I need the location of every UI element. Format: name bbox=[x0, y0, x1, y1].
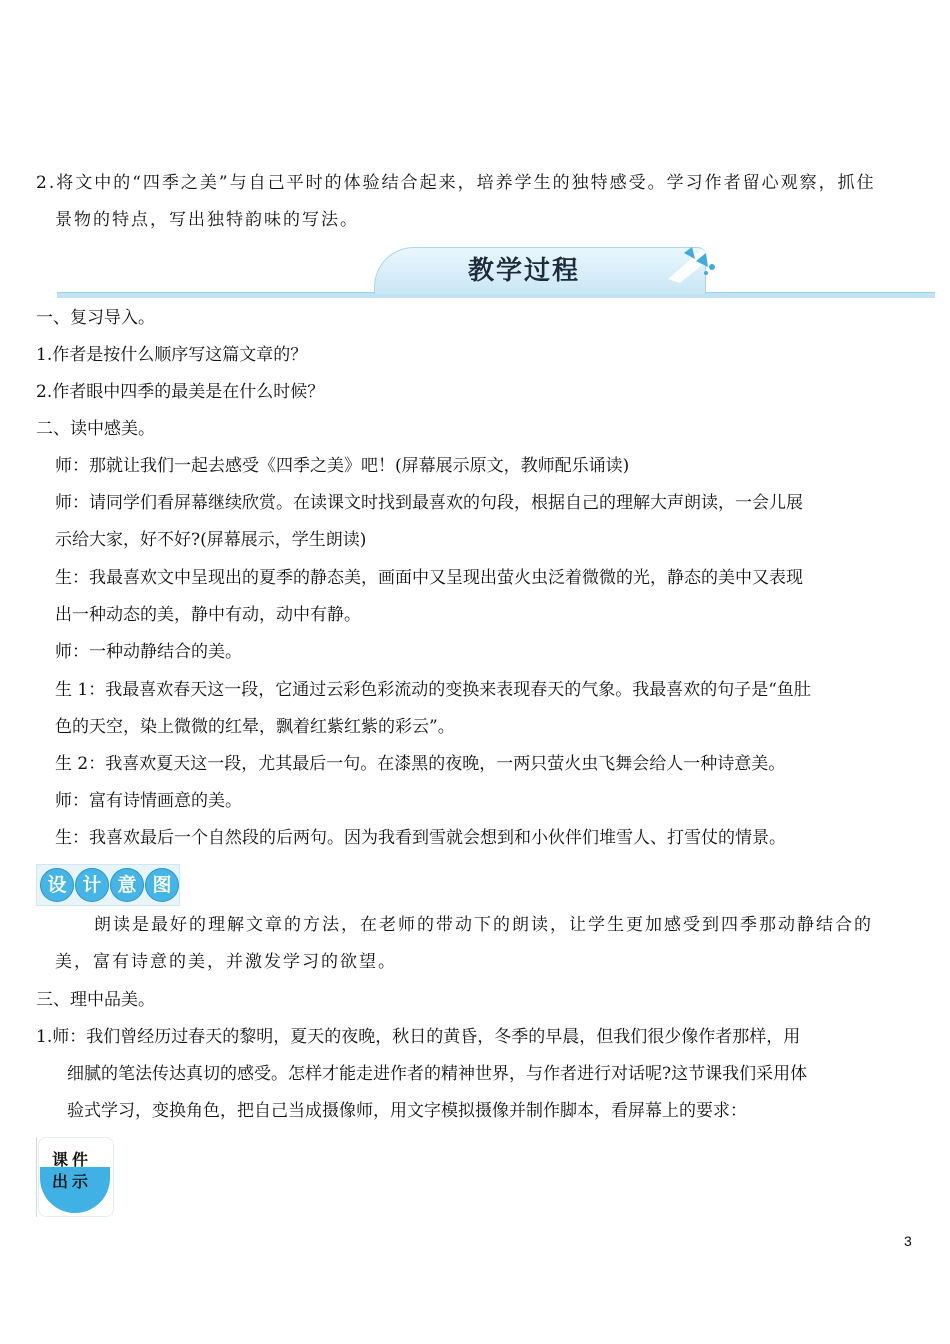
page-number: 3 bbox=[904, 1233, 912, 1249]
dialogue-line: 色的天空，染上微微的红晕，飘着红紫红紫的彩云”。 bbox=[55, 717, 455, 737]
design-intent-badge bbox=[36, 864, 180, 906]
section-1-heading: 一、复习导入。 bbox=[36, 308, 155, 328]
banner-title: 教学过程 bbox=[467, 256, 580, 286]
dialogue-line: 师：那就让我们一起去感受《四季之美》吧！(屏幕展示原文，教师配乐诵读) bbox=[55, 456, 630, 476]
dialogue-line: 师：请同学们看屏幕继续欣赏。在读课文时找到最喜欢的句段，根据自己的理解大声朗读，一会儿展 bbox=[55, 493, 803, 513]
objective-line-2: 景物的特点，写出独特韵味的写法。 bbox=[55, 210, 359, 230]
water-splash-icon bbox=[662, 243, 722, 283]
divider bbox=[36, 1137, 37, 1217]
courseware-badge-top: 课件 bbox=[52, 1150, 93, 1169]
dialogue-line: 师：富有诗情画意的美。 bbox=[55, 791, 242, 811]
dialogue-line: 生 2：我喜欢夏天这一段，尤其最后一句。在漆黑的夜晚，一两只萤火虫飞舞会给人一种诗意美。 bbox=[55, 754, 786, 774]
dialogue-line: 出一种动态的美，静中有动，动中有静。 bbox=[55, 605, 361, 625]
section-3-paragraph: 细腻的笔法传达真切的感受。怎样才能走进作者的精神世界，与作者进行对话呢?这节课我们采用体 bbox=[67, 1064, 808, 1084]
section-3-paragraph: 1.师：我们曾经历过春天的黎明，夏天的夜晚，秋日的黄昏，冬季的早晨，但我们很少像作者那样，用 bbox=[36, 1027, 801, 1047]
dialogue-line: 生：我最喜欢文中呈现出的夏季的静态美，画面中又呈现出萤火虫泛着微微的光，静态的美中又表现 bbox=[55, 568, 803, 588]
badge-char: 设 bbox=[40, 868, 74, 902]
design-note-line-1: 朗读是最好的理解文章的方法，在老师的带动下的朗读，让学生更加感受到四季那动静结合的 bbox=[94, 915, 873, 935]
review-question-1: 1.作者是按什么顺序写这篇文章的？ bbox=[36, 345, 308, 365]
section-2-heading: 二、读中感美。 bbox=[36, 419, 155, 439]
courseware-badge bbox=[36, 1137, 114, 1217]
design-note-line-2: 美，富有诗意的美，并激发学习的欲望。 bbox=[55, 952, 397, 972]
section-3-heading: 三、理中品美。 bbox=[36, 990, 155, 1010]
badge-char: 图 bbox=[145, 868, 179, 902]
badge-char: 计 bbox=[75, 868, 109, 902]
objective-line-1: 2.将文中的“四季之美”与自己平时的体验结合起来，培养学生的独特感受。学习作者留心观察，抓住 bbox=[36, 173, 876, 193]
review-question-2: 2.作者眼中四季的最美是在什么时候？ bbox=[36, 382, 325, 402]
dialogue-line: 生 1：我最喜欢春天这一段，它通过云彩色彩流动的变换来表现春天的气象。我最喜欢的句子是“鱼肚 bbox=[55, 680, 811, 700]
section-banner bbox=[57, 243, 935, 298]
badge-char: 意 bbox=[110, 868, 144, 902]
courseware-badge-bottom: 出示 bbox=[52, 1172, 93, 1191]
dialogue-line: 生：我喜欢最后一个自然段的后两句。因为我看到雪就会想到和小伙伴们堆雪人、打雪仗的情景。 bbox=[55, 828, 786, 848]
dialogue-line: 示给大家，好不好?(屏幕展示，学生朗读) bbox=[55, 530, 367, 550]
section-3-paragraph: 验式学习，变换角色，把自己当成摄像师，用文字模拟摄像并制作脚本，看屏幕上的要求： bbox=[67, 1101, 747, 1121]
dialogue-line: 师：一种动静结合的美。 bbox=[55, 642, 242, 662]
